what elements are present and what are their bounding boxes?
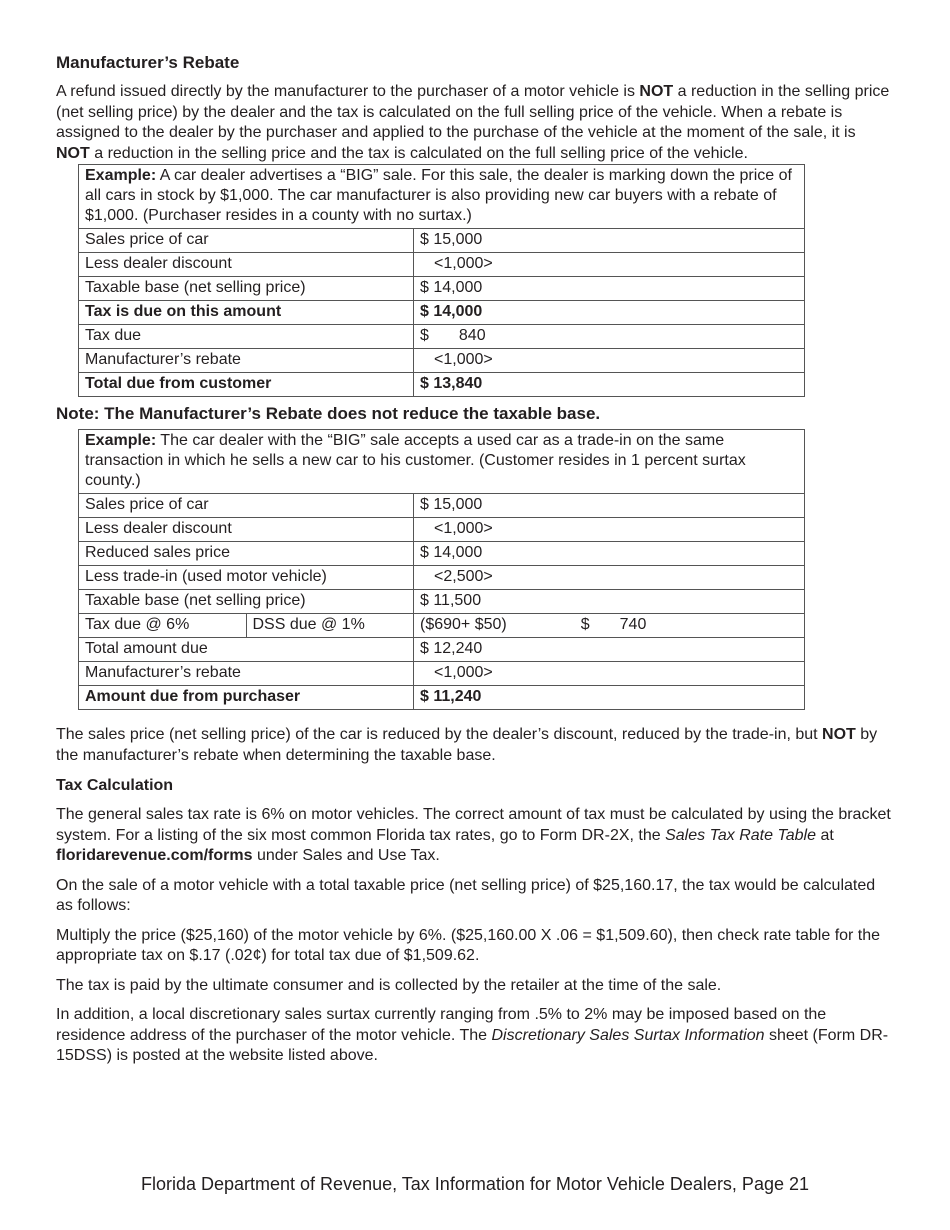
row-value: $ 15,000 bbox=[414, 494, 805, 518]
example1-table bbox=[78, 164, 805, 397]
table-row bbox=[79, 301, 805, 325]
tax-calc-paragraph-1 bbox=[56, 805, 892, 867]
row-label: Tax due bbox=[79, 325, 414, 349]
table-row bbox=[79, 542, 805, 566]
table-row bbox=[79, 518, 805, 542]
intro-paragraph bbox=[56, 82, 892, 164]
example1-description bbox=[79, 165, 805, 229]
document-page bbox=[56, 52, 892, 1076]
summary-paragraph bbox=[56, 725, 892, 766]
tax-calc-paragraph-4: The tax is paid by the ultimate consumer and is collected by the retailer at the time of the sale. bbox=[56, 976, 722, 994]
table-row bbox=[79, 325, 805, 349]
row-value-text: <1,000> bbox=[434, 520, 493, 537]
example2-table bbox=[78, 429, 805, 710]
example2-text: The car dealer with the “BIG” sale accepts a used car as a trade-in on the same transaction in which he sells a new car to his customer. (Customer resides in 1 percent surtax county.) bbox=[85, 432, 746, 489]
tax-calc-text: sheet (Form DR-15DSS) is posted at the website listed above. bbox=[56, 1026, 889, 1064]
row-label: Tax is due on this amount bbox=[79, 301, 414, 325]
note-heading: Note: The Manufacturer’s Rebate does not reduce the taxable base. bbox=[56, 404, 601, 423]
intro-text-1: A refund issued directly by the manufacturer to the purchaser of a motor vehicle is bbox=[56, 83, 640, 100]
row-value-text: <1,000> bbox=[434, 351, 493, 368]
row-value: $ 14,000 bbox=[414, 542, 805, 566]
example2-description bbox=[79, 430, 805, 494]
table-row bbox=[79, 614, 805, 638]
row-label: Tax due @ 6% bbox=[79, 614, 247, 638]
row-value bbox=[414, 253, 805, 277]
row-label: Less dealer discount bbox=[79, 253, 414, 277]
tax-calc-paragraph-2: On the sale of a motor vehicle with a total taxable price (net selling price) of $25,160.17, the tax would be calculated as follows: bbox=[56, 876, 876, 914]
page-footer: Florida Department of Revenue, Tax Information for Motor Vehicle Dealers, Page 21 bbox=[140, 1174, 809, 1194]
row-label: Less trade-in (used motor vehicle) bbox=[79, 566, 414, 590]
row-value bbox=[414, 566, 805, 590]
table-row bbox=[79, 494, 805, 518]
intro-text-2: a reduction in the selling price (net selling price) by the dealer and the tax is calculated on the full selling price of the vehicle. When a rebate is assigned to the dealer by the purchaser and applied to the purchase of the vehicle at the moment of the sale, it is bbox=[56, 83, 890, 141]
intro-emphasis-2: NOT bbox=[56, 144, 90, 162]
example2-header-row bbox=[79, 430, 805, 494]
row-label: Total amount due bbox=[79, 638, 414, 662]
example1-header-row bbox=[79, 165, 805, 229]
table-row bbox=[79, 373, 805, 397]
tax-calculation-heading: Tax Calculation bbox=[56, 777, 174, 794]
dollar-sign: $ bbox=[420, 327, 429, 344]
row-value: $ 14,000 bbox=[414, 301, 805, 325]
row-value: $ 13,840 bbox=[414, 373, 805, 397]
example1-text: A car dealer advertises a “BIG” sale. For this sale, the dealer is marking down the price of all cars in stock by $1,000. The car manufacturer is also providing new car buyers with a rebate of $1,000. (Purchaser resides in a county with no surtax.) bbox=[85, 167, 792, 224]
row-value: $ 12,240 bbox=[414, 638, 805, 662]
row-label: Manufacturer’s rebate bbox=[79, 349, 414, 373]
row-label: Total due from customer bbox=[79, 373, 414, 397]
table-row bbox=[79, 349, 805, 373]
section-heading: Manufacturer’s Rebate bbox=[56, 53, 240, 72]
form-title-italic: Discretionary Sales Surtax Information bbox=[491, 1026, 765, 1044]
tax-calc-paragraph-5 bbox=[56, 1005, 892, 1067]
row-value: $ 15,000 bbox=[414, 229, 805, 253]
row-value-text: <2,500> bbox=[434, 568, 493, 585]
tax-calc-text: In addition, a local discretionary sales surtax currently ranging from .5% to 2% may be imposed based on the residence address of the purchaser of the motor vehicle. The bbox=[56, 1006, 827, 1044]
row-value-text: 840 bbox=[458, 327, 486, 344]
tax-calc-text: The general sales tax rate is 6% on motor vehicles. The correct amount of tax must be calculated by using the bracket system. For a listing of the six most common Florida tax rates, go to Form DR-2X, the bbox=[56, 806, 891, 844]
row-value bbox=[414, 349, 805, 373]
dollar-sign: $ bbox=[580, 616, 590, 633]
table-row bbox=[79, 638, 805, 662]
table-row bbox=[79, 662, 805, 686]
row-value-text: ($690+ $50) bbox=[420, 616, 507, 633]
intro-text-3: a reduction in the selling price and the tax is calculated on the full selling price of the vehicle. bbox=[89, 144, 748, 162]
intro-emphasis-1: NOT bbox=[639, 83, 674, 100]
table-row bbox=[79, 253, 805, 277]
row-value-total: 740 bbox=[619, 616, 647, 633]
table-row bbox=[79, 686, 805, 710]
row-label-secondary: DSS due @ 1% bbox=[246, 614, 414, 638]
table-row bbox=[79, 229, 805, 253]
row-label: Reduced sales price bbox=[79, 542, 414, 566]
tax-calc-text: at bbox=[816, 826, 834, 844]
row-label: Amount due from purchaser bbox=[79, 686, 414, 710]
row-value-text: <1,000> bbox=[434, 664, 493, 681]
row-value: $ 11,500 bbox=[414, 590, 805, 614]
row-value bbox=[414, 614, 805, 638]
row-value: $ 11,240 bbox=[414, 686, 805, 710]
row-label: Taxable base (net selling price) bbox=[79, 277, 414, 301]
row-label: Taxable base (net selling price) bbox=[79, 590, 414, 614]
tax-calc-paragraph-3: Multiply the price ($25,160) of the motor vehicle by 6%. ($25,160.00 X .06 = $1,509.60), then check rate table for the appropriate tax on $.17 (.02¢) for total tax due of $1,509.62. bbox=[56, 926, 881, 964]
table-row bbox=[79, 277, 805, 301]
summary-emphasis: NOT bbox=[822, 726, 856, 743]
row-label: Manufacturer’s rebate bbox=[79, 662, 414, 686]
example-label: Example: bbox=[85, 432, 157, 449]
table-row bbox=[79, 566, 805, 590]
row-value bbox=[414, 325, 805, 349]
row-value: $ 14,000 bbox=[414, 277, 805, 301]
row-value bbox=[414, 662, 805, 686]
row-value bbox=[414, 518, 805, 542]
summary-text-2: by the manufacturer’s rebate when determining the taxable base. bbox=[56, 726, 878, 764]
row-label: Sales price of car bbox=[79, 494, 414, 518]
example-label: Example: bbox=[85, 167, 157, 184]
summary-text-1: The sales price (net selling price) of the car is reduced by the dealer’s discount, reduced by the trade-in, but bbox=[56, 726, 823, 743]
row-label: Less dealer discount bbox=[79, 518, 414, 542]
form-title-italic: Sales Tax Rate Table bbox=[665, 826, 817, 844]
row-label: Sales price of car bbox=[79, 229, 414, 253]
website-reference: floridarevenue.com/forms bbox=[56, 847, 253, 864]
table-row bbox=[79, 590, 805, 614]
tax-calc-text: under Sales and Use Tax. bbox=[252, 847, 440, 864]
row-value-text: <1,000> bbox=[434, 255, 493, 272]
